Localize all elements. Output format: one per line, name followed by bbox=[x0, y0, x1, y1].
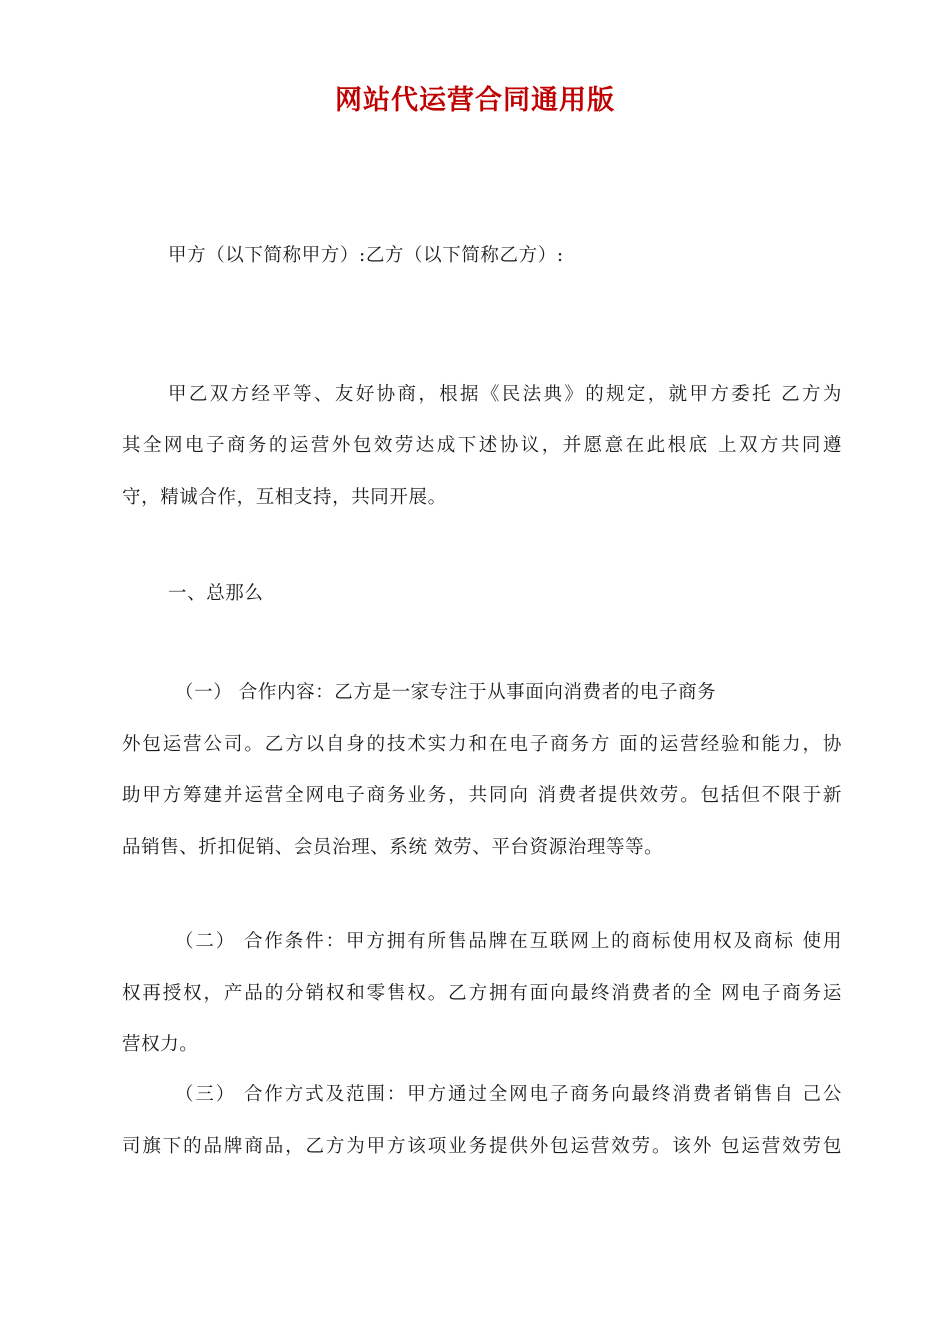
document-title: 网站代运营合同通用版 bbox=[335, 85, 615, 116]
section-heading: 一、总那么 bbox=[168, 583, 264, 604]
preamble-line-1: 甲乙双方经平等、友好协商，根据《民法典》的规定，就甲方委托 乙方为 bbox=[168, 384, 842, 405]
preamble-line-3: 守，精诚合作，互相支持，共同开展。 bbox=[122, 487, 447, 508]
clause-1-line-3: 助甲方筹建并运营全网电子商务业务，共同向 消费者提供效劳。包括但不限于新 bbox=[122, 785, 842, 806]
clause-2-line-2: 权再授权，产品的分销权和零售权。乙方拥有面向最终消费者的全 网电子商务运 bbox=[122, 983, 842, 1004]
clause-2-line-3: 营权力。 bbox=[122, 1034, 199, 1055]
clause-3-line-1: （三） 合作方式及范围：甲方通过全网电子商务向最终消费者销售自 己公 bbox=[175, 1084, 842, 1105]
clause-3-line-2: 司旗下的品牌商品，乙方为甲方该项业务提供外包运营效劳。该外 包运营效劳包 bbox=[122, 1136, 842, 1157]
clause-2-line-1: （二） 合作条件：甲方拥有所售品牌在互联网上的商标使用权及商标 使用 bbox=[175, 931, 842, 952]
parties-line: 甲方（以下简称甲方）:乙方（以下简称乙方）: bbox=[168, 245, 564, 266]
clause-1-line-4: 品销售、折扣促销、会员治理、系统 效劳、平台资源治理等等。 bbox=[122, 837, 664, 858]
preamble-line-2: 其全网电子商务的运营外包效劳达成下述协议，并愿意在此根底 上双方共同遵 bbox=[122, 435, 842, 456]
clause-1-line-2: 外包运营公司。乙方以自身的技术实力和在电子商务方 面的运营经验和能力，协 bbox=[122, 734, 842, 755]
clause-1-line-1: （一） 合作内容：乙方是一家专注于从事面向消费者的电子商务 bbox=[175, 682, 717, 703]
